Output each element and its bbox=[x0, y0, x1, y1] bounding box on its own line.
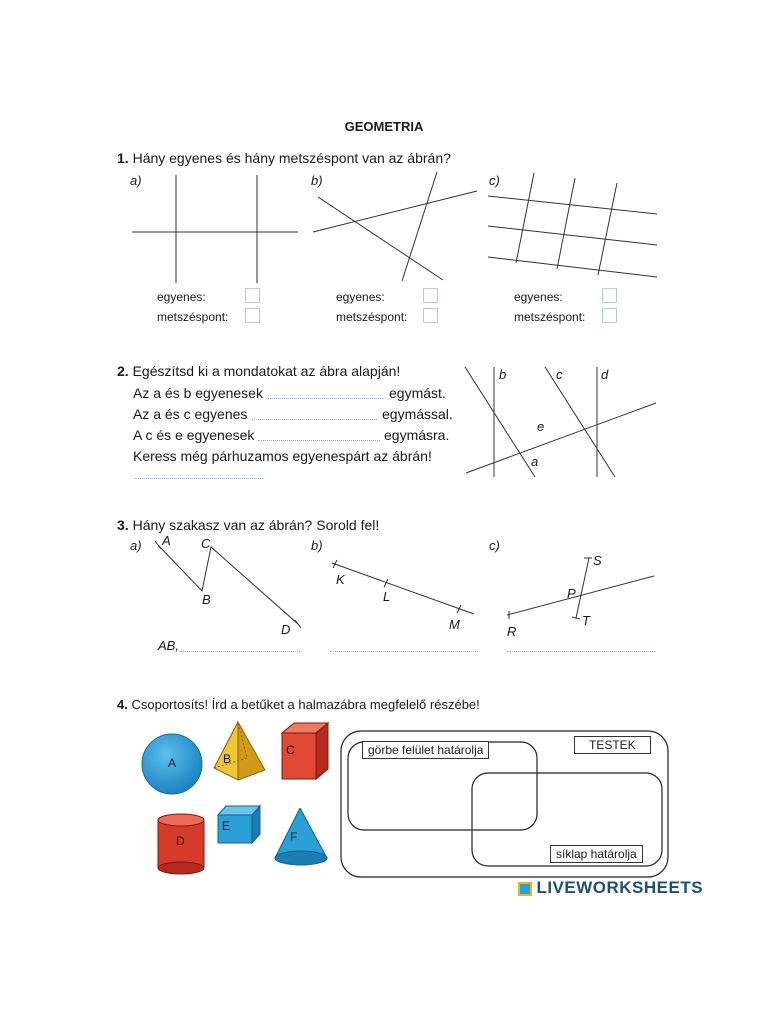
part-label-c: c) bbox=[489, 173, 500, 188]
question-text: Csoportosíts! Írd a betűket a halmazábra megfelelő részébe! bbox=[131, 697, 480, 712]
venn-label-flat: síklap határolja bbox=[550, 845, 643, 863]
answer-start: AB, bbox=[158, 638, 179, 653]
venn-label-solids: TESTEK bbox=[574, 736, 651, 754]
venn-label-curved: görbe felület határolja bbox=[362, 741, 489, 759]
question-number: 1. bbox=[117, 150, 129, 166]
sentence-3-start: A c és e egyenesek bbox=[133, 427, 255, 443]
question-text: Hány szakasz van az ábrán? Sorold fel! bbox=[132, 517, 380, 533]
shape-label-C: C bbox=[286, 743, 295, 757]
point-label-C: C bbox=[201, 536, 211, 551]
sentence-3-end: egymásra. bbox=[384, 427, 450, 443]
question-number: 3. bbox=[117, 517, 129, 533]
point-label-M: M bbox=[449, 617, 460, 632]
line-label-b: b bbox=[499, 367, 507, 382]
part-label-b: b) bbox=[311, 173, 323, 188]
label-lines-c: egyenes: bbox=[514, 290, 563, 304]
line-label-e: e bbox=[537, 419, 545, 434]
point-label-T: T bbox=[582, 613, 590, 628]
label-points-b: metszéspont: bbox=[336, 310, 408, 324]
part-label-a: a) bbox=[130, 173, 142, 188]
logo-icon bbox=[518, 882, 532, 896]
shape-label-A: A bbox=[168, 756, 177, 770]
question-text: Hány egyenes és hány metszéspont van az ábrán? bbox=[132, 150, 451, 166]
sentence-2-end: egymással. bbox=[382, 406, 453, 422]
point-label-K: K bbox=[336, 572, 345, 587]
part-label-c: c) bbox=[489, 538, 500, 553]
sentence-1-end: egymást. bbox=[389, 385, 446, 401]
shape-label-F: F bbox=[290, 830, 298, 844]
sentence-1-start: Az a és b egyenesek bbox=[133, 385, 263, 401]
line-label-a: a bbox=[531, 454, 539, 469]
point-label-A: A bbox=[162, 533, 171, 548]
label-points-c: metszéspont: bbox=[514, 310, 586, 324]
label-lines-b: egyenes: bbox=[336, 290, 385, 304]
page-title: GEOMETRIA bbox=[344, 119, 424, 134]
part-label-b: b) bbox=[311, 538, 323, 553]
point-label-S: S bbox=[593, 553, 602, 568]
shape-label-E: E bbox=[222, 819, 231, 833]
part-label-a: a) bbox=[130, 538, 142, 553]
line-label-d: d bbox=[601, 367, 609, 382]
point-label-D: D bbox=[281, 622, 291, 637]
line-label-c: c bbox=[556, 367, 563, 382]
shape-label-D: D bbox=[176, 834, 185, 848]
point-label-P: P bbox=[567, 586, 576, 601]
question-number: 2. bbox=[117, 363, 129, 379]
point-label-R: R bbox=[507, 624, 517, 639]
question-text: Egészítsd ki a mondatokat az ábra alapján! bbox=[132, 363, 401, 379]
label-lines-a: egyenes: bbox=[157, 290, 206, 304]
point-label-L: L bbox=[383, 589, 391, 604]
logo-text: LIVEWORKSHEETS bbox=[536, 878, 704, 897]
sentence-2-start: Az a és c egyenes bbox=[133, 406, 248, 422]
point-label-B: B bbox=[202, 592, 211, 607]
label-points-a: metszéspont: bbox=[157, 310, 229, 324]
liveworksheets-logo bbox=[518, 878, 703, 898]
sentence-4: Keress még párhuzamos egyenespárt az ábrán! bbox=[133, 448, 432, 464]
question-number: 4. bbox=[117, 697, 128, 712]
shape-label-B: B bbox=[223, 752, 232, 766]
